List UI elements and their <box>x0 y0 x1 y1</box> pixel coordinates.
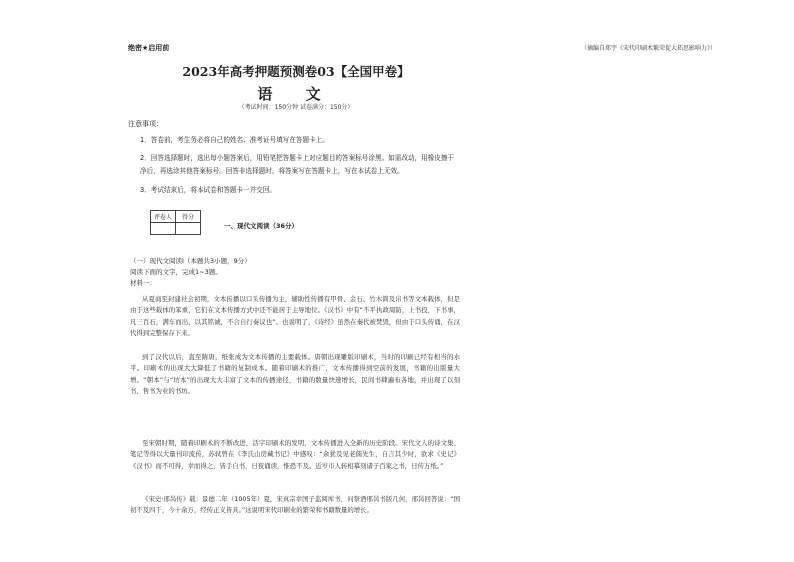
excerpt-note: （摘编自郑宇《宋代印刷术繁荣促大拓思影响力》） <box>580 45 716 52</box>
note-item: 2．回答选择题时，选出每小题答案后，用铅笔把答题卡上对应题目的答案标号涂黑。如需改动，用橡皮擦干净后，再选涂其他答案标号。回答非选择题时，将答案写在答题卡上，写在本试卷上无效。 <box>140 154 455 175</box>
score-table-cell <box>151 223 176 235</box>
score-table-header-score: 得分 <box>176 211 201 223</box>
note-item: 1．答卷前，考生务必将自己的姓名、准考证号填写在答题卡上。 <box>140 136 329 144</box>
score-table <box>150 210 201 235</box>
subsection-heading: （一）现代文阅读Ⅰ（本题共3小题，9分） <box>130 257 251 265</box>
paragraph: 《宋史·邢昺传》载：景德二年（1005年）夏，宋真宗幸国子监阅库书，问祭酒邢昺书版几何，邢昺回答说：“国初不及四千，今十余万，经传正义皆具。”这说明宋代印刷业的繁荣和书籍数量的增长。 <box>130 495 460 515</box>
score-table-header-reviewer: 评卷人 <box>151 211 176 223</box>
reading-instruction: 阅读下面的文字，完成1~3题。 <box>130 268 222 276</box>
exam-info: （考试时间：150分钟 试卷满分：150分） <box>238 104 354 111</box>
score-table-cell <box>176 223 201 235</box>
exam-title: 2023年高考押题预测卷03【全国甲卷】 <box>182 64 410 79</box>
secret-mark: 绝密★启用前 <box>128 44 170 52</box>
right-column <box>412 0 752 562</box>
material-label: 材料一： <box>130 279 156 287</box>
section-heading: 一、现代文阅读（36分） <box>224 222 299 230</box>
subject-title: 语 文 <box>257 85 335 103</box>
paragraph: 从夏商至封建社会初期，文本传播以口头传播为主，辅助性传播有甲骨、金石、竹木简及帛书等文本载体，但是由于这些载体的笨重，它们在文本传播方式中还不能居于主导地位。《汉书》中有“不平执政周防，上书投，下书事，凡三百石，满车而出，以其铭诚，不合自行奏议也”。也说明了，《诗经》虽然在秦代被焚毁，但由于口头传诵，在汉代得到完整保存下来。 <box>130 295 460 337</box>
paragraph: 至宋朝时期，随着印刷术的不断改进，活字印刷术的发明，文本传播进入全新的历史阶段。宋代文人的诗文集、笔记等得以大量刊印流传，苏轼曾在《李氏山房藏书记》中感叹：“余犹及见老儒先生，自言其少时，欲求《史记》《汉书》而不可得，幸而得之，皆手自书，日夜诵读，惟恐不及。近岁市人转相摹刻诸子百家之书，日传万纸。” <box>130 439 460 470</box>
left-column <box>60 0 460 562</box>
notes-heading: 注意事项： <box>128 120 163 128</box>
paragraph: 到了汉代以后，直至隋唐，纸张成为文本传播的主要载体。唐朝出现雕版印刷术，当时的印刷已经有相当的水平。印刷术的出现大大降低了书籍的复制成本。随着印刷术的推广，文本传播得到空前的发展，书籍的出版量大增。“朝本”与“坊本”的出现大大丰富了文本的传播途径，书籍的数量快速增长，民间书肆遍布各地，并出现了以刻书、售书为业的书坊。 <box>130 353 460 395</box>
note-item: 3．考试结束后，将本试卷和答题卡一并交回。 <box>140 186 277 194</box>
